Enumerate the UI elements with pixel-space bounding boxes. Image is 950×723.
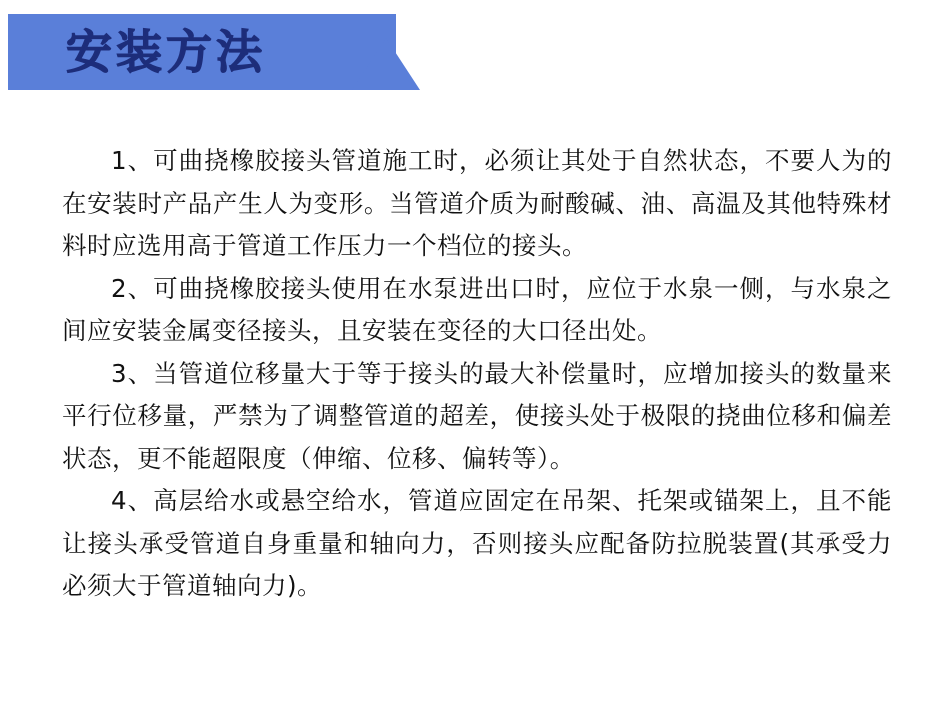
- section-title: 安装方法: [66, 25, 266, 79]
- instruction-paragraph-2: 2、可曲挠橡胶接头使用在水泵进出口时，应位于水泉一侧，与水泉之间应安装金属变径接头，且安装在变径的大口径出处。: [62, 273, 892, 345]
- instruction-paragraph-4: 4、高层给水或悬空给水，管道应固定在吊架、托架或锚架上，且不能让接头承受管道自身重量和轴向力，否则接头应配备防拉脱装置(其承受力必须大于管道轴向力)。: [62, 486, 892, 600]
- instruction-paragraph-3: 3、当管道位移量大于等于接头的最大补偿量时，应增加接头的数量来平行位移量，严禁为了调整管道的超差，使接头处于极限的挠曲位移和偏差状态，更不能超限度（伸缩、位移、偏转等）。: [62, 358, 892, 473]
- section-banner: [8, 14, 396, 90]
- installation-instructions: [62, 140, 892, 608]
- instruction-paragraph-1: 1、可曲挠橡胶接头管道施工时，必须让其处于自然状态，不要人为的在安装时产品产生人为变形。当管道介质为耐酸碱、油、高温及其他特殊材料时应选用高于管道工作压力一个档位的接头。: [62, 146, 892, 260]
- banner-triangle-decoration: [352, 38, 420, 90]
